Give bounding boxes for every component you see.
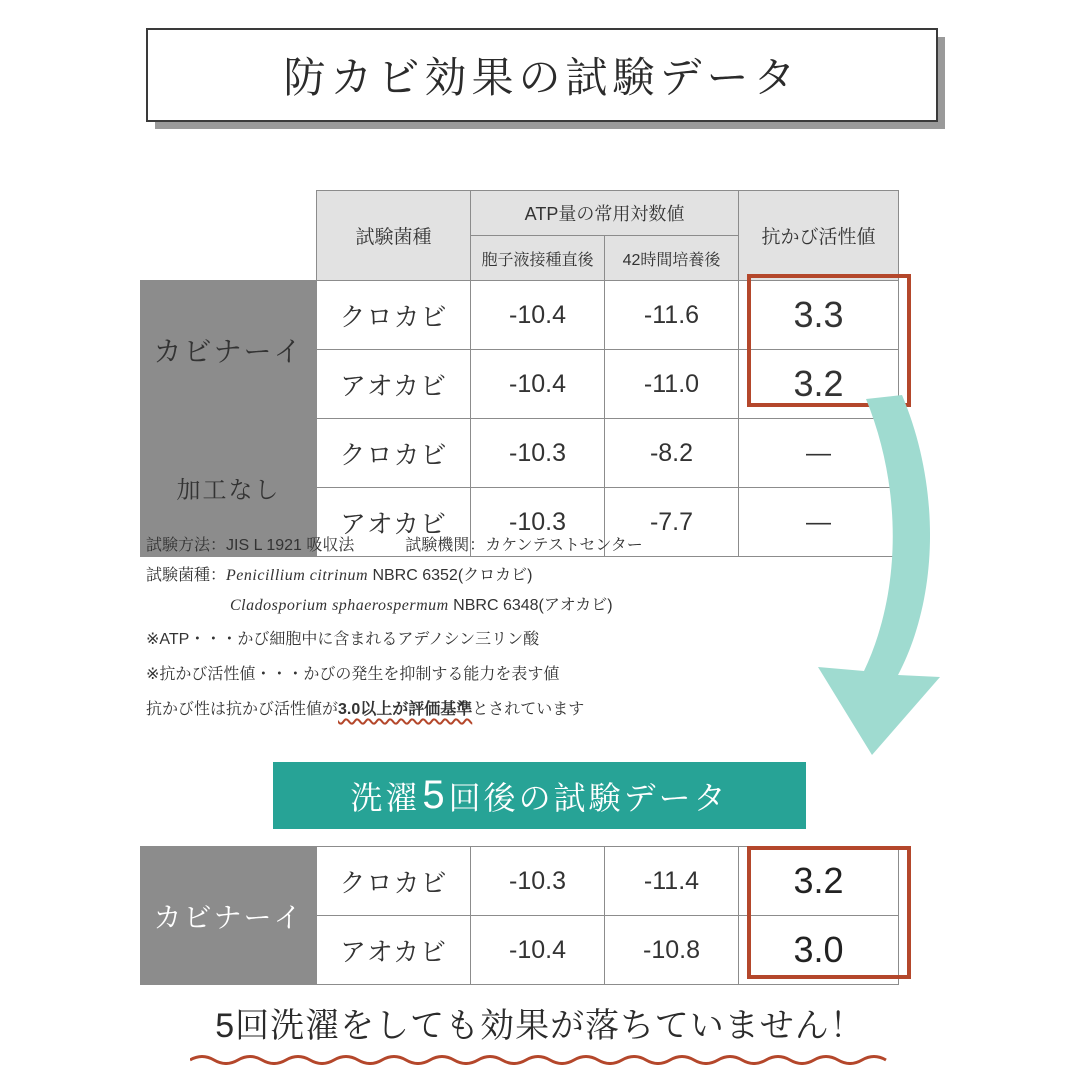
- wash-banner: [273, 762, 806, 829]
- species-cell: アオカビ: [317, 488, 471, 557]
- note-species-2-tail: NBRC 6348(アオカビ): [453, 596, 613, 614]
- note-method: 試験方法：JIS L 1921 吸収法: [146, 537, 355, 554]
- note-species-row-1: [146, 564, 766, 589]
- atp-after-cell: -8.2: [605, 419, 739, 488]
- note-institute: 試験機関：カケンテストセンター: [405, 537, 643, 554]
- atp-initial-cell: -10.3: [471, 488, 605, 557]
- species-cell: クロカビ: [317, 419, 471, 488]
- atp-after-cell: -11.0: [605, 350, 739, 419]
- note-species-row-2: [146, 594, 766, 619]
- note-species-label: 試験菌種：: [146, 566, 227, 584]
- wash-banner-number: 5: [422, 773, 447, 817]
- table-row: [141, 419, 899, 488]
- note-method-row: [146, 534, 766, 559]
- header-species: 試験菌種: [317, 191, 471, 281]
- table-header-row-1: [141, 191, 899, 236]
- atp-after-cell: -11.6: [605, 281, 739, 350]
- header-activity: 抗かび活性値: [739, 191, 899, 281]
- header-atp-after: 42時間培養後: [605, 236, 739, 281]
- note-criteria-suffix: とされています: [472, 700, 585, 718]
- species-cell: クロカビ: [317, 847, 471, 916]
- header-spacer-2: [141, 236, 317, 281]
- wash-test-table: [140, 846, 899, 985]
- note-criteria-bold: 3.0以上が評価基準: [338, 700, 473, 718]
- species-cell: アオカビ: [317, 916, 471, 985]
- page-title-block: [146, 28, 936, 120]
- wash-banner-suffix: 回後の試験データ: [448, 779, 729, 816]
- activity-value-cell: 3.2: [739, 350, 899, 419]
- activity-value-cell: —: [739, 488, 899, 557]
- atp-after-cell: -10.8: [605, 916, 739, 985]
- activity-value-cell: 3.0: [739, 916, 899, 985]
- species-cell: クロカビ: [317, 281, 471, 350]
- test-notes: [146, 534, 766, 728]
- product-label-untreated: 加工なし: [141, 419, 317, 557]
- product-label-kabinai-wash: カビナーイ: [141, 847, 317, 985]
- atp-initial-cell: -10.4: [471, 281, 605, 350]
- atp-after-cell: -11.4: [605, 847, 739, 916]
- atp-initial-cell: -10.3: [471, 419, 605, 488]
- atp-after-cell: -7.7: [605, 488, 739, 557]
- header-spacer: [141, 191, 317, 236]
- table-row: [141, 847, 899, 916]
- species-cell: アオカビ: [317, 350, 471, 419]
- activity-value-cell: 3.3: [739, 281, 899, 350]
- curved-arrow-icon: [790, 395, 970, 775]
- activity-value-cell: —: [739, 419, 899, 488]
- product-label-kabinai: カビナーイ: [141, 281, 317, 419]
- atp-initial-cell: -10.4: [471, 350, 605, 419]
- note-species-1: Penicillium citrinum: [226, 566, 368, 584]
- footer-block: [0, 998, 1080, 1065]
- note-species-2: Cladosporium sphaerospermum: [230, 596, 449, 614]
- note-atp: ※ATP・・・かび細胞中に含まれるアデノシン三リン酸: [146, 631, 540, 649]
- page-title: 防カビ効果の試験データ: [283, 54, 801, 101]
- activity-value-cell: 3.2: [739, 847, 899, 916]
- atp-initial-cell: -10.3: [471, 847, 605, 916]
- header-atp-group: ATP量の常用対数値: [471, 191, 739, 236]
- antifungal-test-table: [140, 190, 899, 557]
- note-species-1-tail: NBRC 6352(クロカビ): [372, 566, 533, 584]
- table-row: [141, 281, 899, 350]
- note-criteria-prefix: 抗かび性は抗かび活性値が: [146, 700, 339, 718]
- title-box: [146, 28, 938, 122]
- atp-initial-cell: -10.4: [471, 916, 605, 985]
- wash-banner-prefix: 洗濯: [350, 779, 421, 816]
- note-criteria-row: [146, 698, 766, 723]
- footer-wave-underline: [190, 1053, 890, 1065]
- footer-text: 5回洗濯をしても効果が落ちていません！: [215, 1007, 865, 1045]
- header-atp-initial: 胞子液接種直後: [471, 236, 605, 281]
- note-activity: ※抗かび活性値・・・かびの発生を抑制する能力を表す値: [146, 666, 560, 684]
